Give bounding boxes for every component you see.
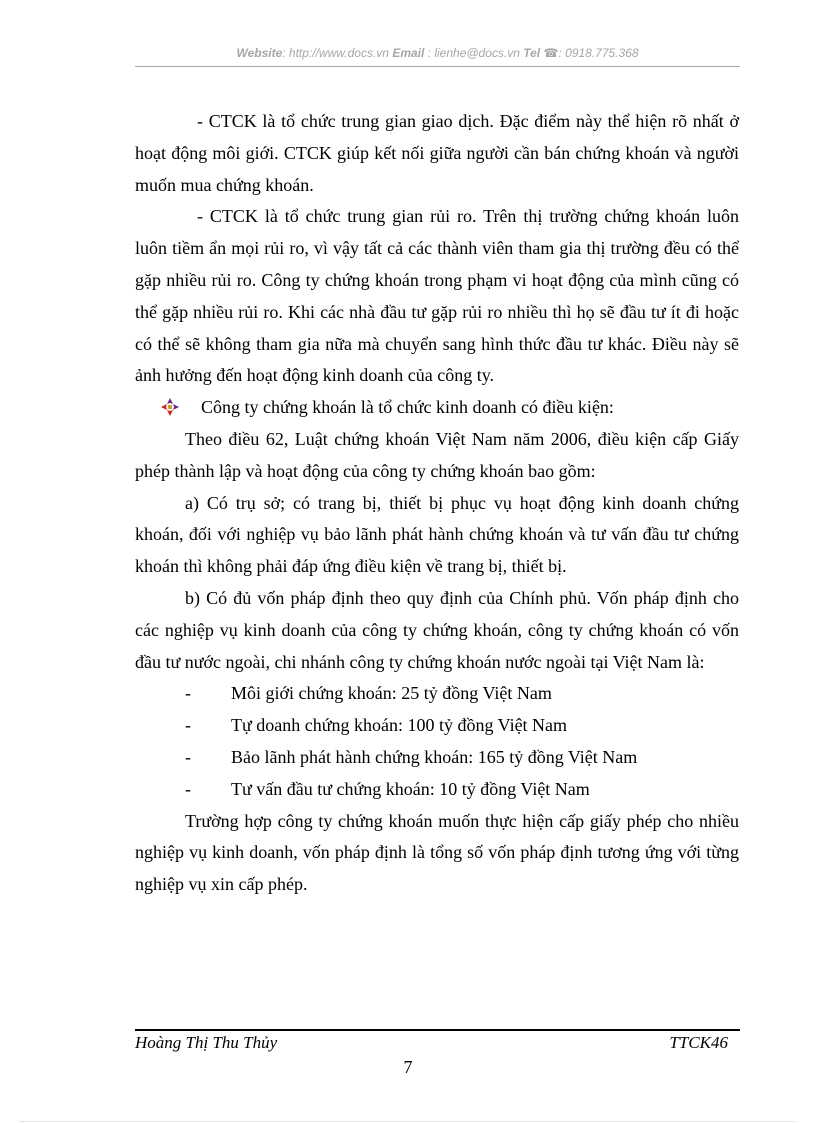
list-item-text: Tư vấn đầu tư chứng khoán: 10 tỷ đồng Việt Nam	[231, 778, 590, 799]
email-label: Email	[392, 46, 425, 60]
bullet-heading	[135, 392, 739, 424]
list-item	[135, 710, 739, 742]
paragraph-condition-a: a) Có trụ sở; có trang bị, thiết bị phục vụ hoạt động kinh doanh chứng khoán, đối với nghiệp vụ bảo lãnh phát hành chứng khoán và tư vấn đầu tư chứng khoán thì không phải đáp ứng điều kiện về trang bị, thiết bị.	[135, 492, 739, 577]
list-dash: -	[185, 746, 191, 767]
bullet-heading-text: Công ty chứng khoán là tổ chức kinh doanh có điều kiện:	[201, 397, 614, 418]
header-rule	[135, 66, 740, 67]
tel-label: Tel	[523, 46, 541, 60]
phone-icon: ☎	[543, 46, 559, 60]
list-item-text: Bảo lãnh phát hành chứng khoán: 165 tỷ đồng Việt Nam	[231, 746, 638, 767]
list-item	[135, 678, 739, 710]
footer-rule	[135, 1029, 740, 1031]
document-body	[135, 106, 739, 901]
paragraph-closing: Trường hợp công ty chứng khoán muốn thực hiện cấp giấy phép cho nhiều nghiệp vụ kinh doanh, vốn pháp định là tổng số vốn pháp định tương ứng với từng nghiệp vụ xin cấp phép.	[135, 810, 739, 895]
website-value: : http://www.docs.vn	[282, 46, 389, 60]
list-item	[135, 774, 739, 806]
list-dash: -	[185, 778, 191, 799]
email-value: : lienhe@docs.vn	[427, 46, 520, 60]
list-dash: -	[185, 683, 191, 704]
list-item-text: Môi giới chứng khoán: 25 tỷ đồng Việt Nam	[231, 683, 552, 704]
four-point-arrow-bullet-icon	[161, 398, 179, 416]
paragraph-law-article: Theo điều 62, Luật chứng khoán Việt Nam năm 2006, điều kiện cấp Giấy phép thành lập và hoạt động của công ty chứng khoán bao gồm:	[135, 428, 739, 481]
page-bottom-divider	[20, 1121, 796, 1122]
footer-author: Hoàng Thị Thu Thủy	[135, 1033, 278, 1052]
tel-value: : 0918.775.368	[558, 46, 639, 60]
footer-class-code: TTCK46	[669, 1033, 728, 1052]
page-header	[135, 46, 740, 60]
paragraph-intermediary-trading: - CTCK là tổ chức trung gian giao dịch. Đặc điểm này thể hiện rõ nhất ở hoạt động môi giới. CTCK giúp kết nối giữa người cần bán chứng khoán và người muốn mua chứng khoán.	[135, 111, 739, 195]
page-number: 7	[403, 1057, 413, 1077]
list-item	[135, 742, 739, 774]
website-label: Website	[236, 46, 283, 60]
paragraph-intermediary-risk: - CTCK là tổ chức trung gian rủi ro. Trên thị trường chứng khoán luôn luôn tiềm ẩn mọi rủi ro, vì vậy tất cả các thành viên tham gia thị trường đều có thể gặp nhiều rủi ro. Công ty chứng khoán trong phạm vi hoạt động của mình cũng có thể gặp nhiều rủi ro. Khi các nhà đầu tư gặp rủi ro nhiều thì họ sẽ đầu tư ít đi hoặc có thể sẽ không tham gia nữa mà chuyển sang hình thức đầu tư khác. Điều này sẽ ảnh hưởng đến hoạt động kinh doanh của công ty.	[135, 206, 739, 386]
list-item-text: Tự doanh chứng khoán: 100 tỷ đồng Việt Nam	[231, 715, 568, 736]
list-dash: -	[185, 715, 191, 736]
paragraph-condition-b: b) Có đủ vốn pháp định theo quy định của Chính phủ. Vốn pháp định cho các nghiệp vụ kinh doanh của công ty chứng khoán, công ty chứng khoán có vốn đầu tư nước ngoài, chi nhánh công ty chứng khoán nước ngoài tại Việt Nam là:	[135, 587, 739, 672]
